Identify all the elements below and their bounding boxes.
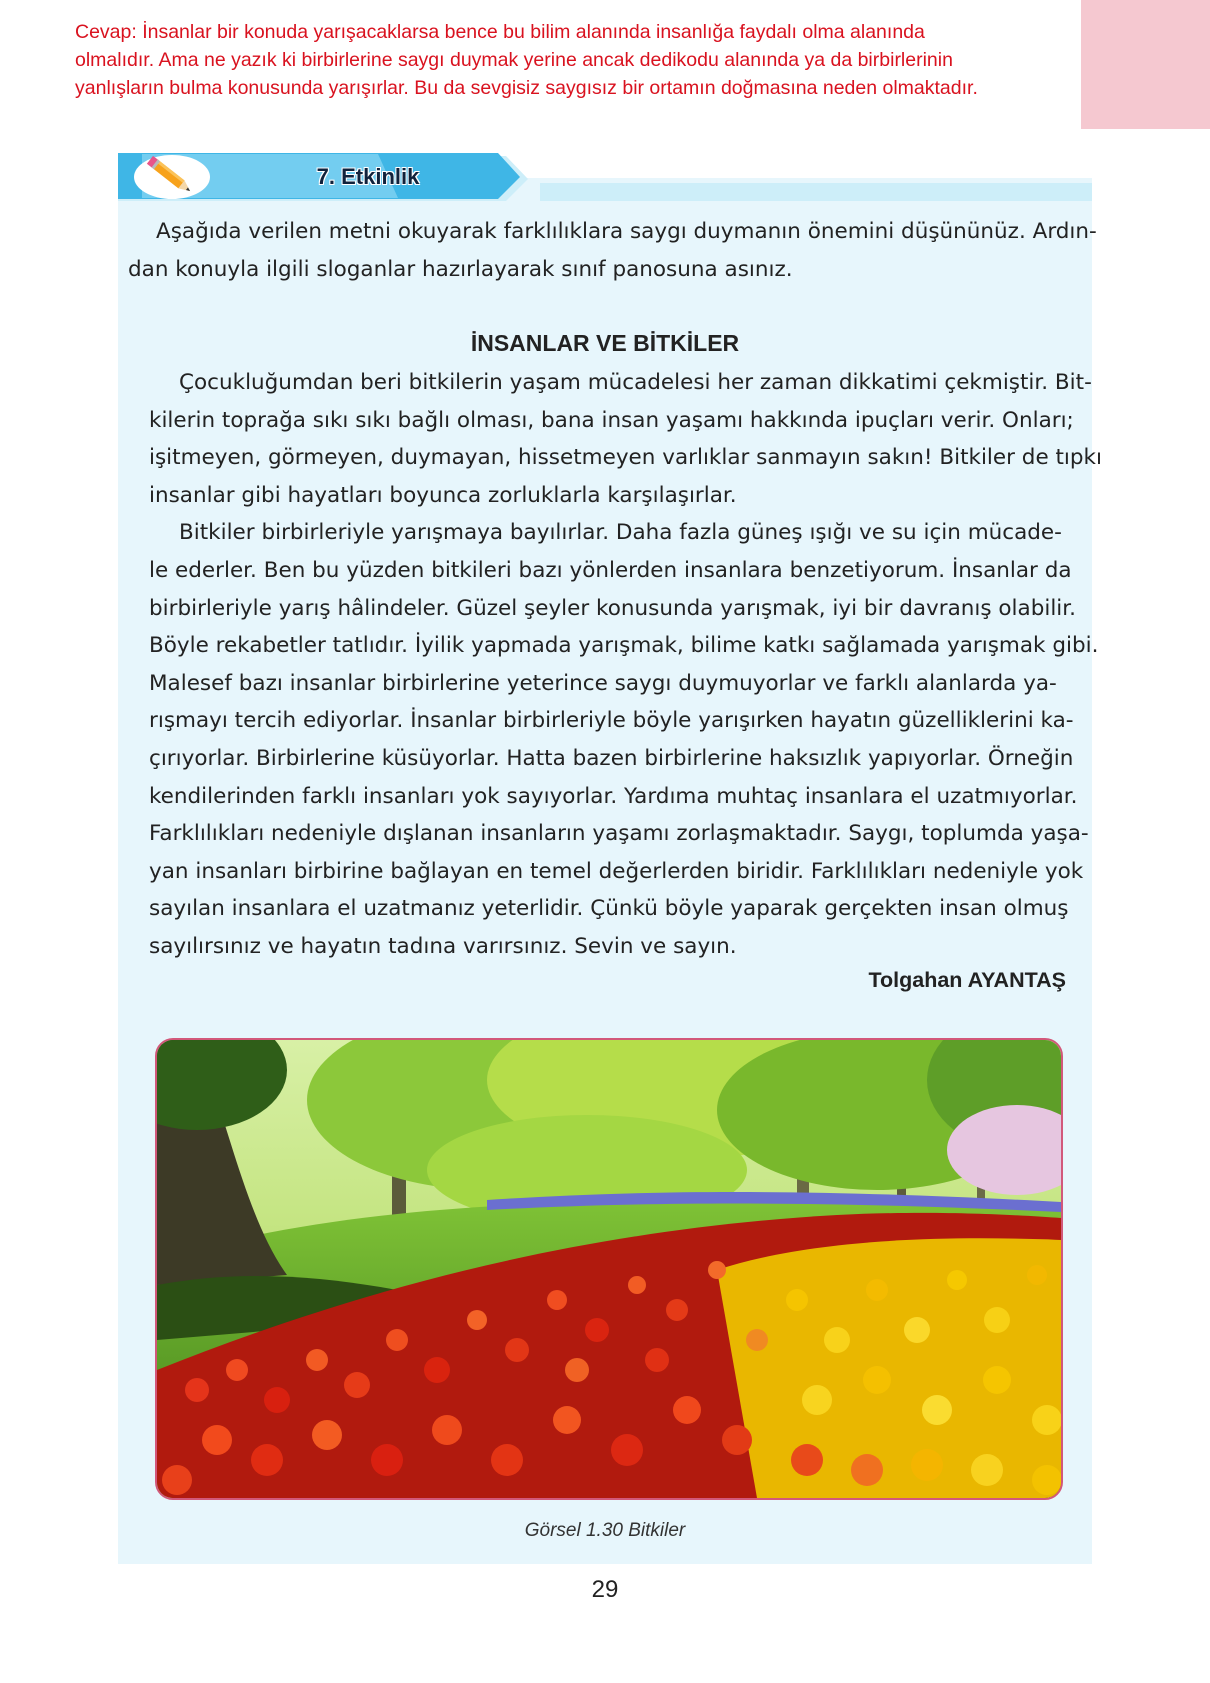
story-line: insanlar gibi hayatları boyunca zorluklarla karşılaşırlar. bbox=[149, 482, 737, 508]
answer-text bbox=[75, 18, 1035, 102]
header-strip bbox=[540, 183, 1092, 201]
story-line: birbirleriyle yarış hâlindeler. Güzel şeyler konusunda yarışmak, iyi bir davranış olabilir. bbox=[149, 595, 1076, 621]
story-line: çırıyorlar. Birbirlerine küsüyorlar. Hatta bazen birbirlerine haksızlık yapıyorlar. Örneğin bbox=[149, 745, 1074, 771]
story-line: kilerin toprağa sıkı sıkı bağlı olması, bana insan yaşamı hakkında ipuçları verir. Onları; bbox=[149, 407, 1074, 433]
story-line: sayılan insanlara el uzatmanız yeterlidir. Çünkü böyle yaparak gerçekten insan olmuş bbox=[149, 896, 1069, 922]
answer-line: yanlışların bulma konusunda yarışırlar. Bu da sevgisiz saygısız bir ortamın doğmasına neden olmaktadır. bbox=[75, 77, 978, 99]
story-line: işitmeyen, görmeyen, duymayan, hissetmeyen varlıklar sanmayın sakın! Bitkiler de tıpkı bbox=[149, 445, 1102, 471]
story-line: kendilerinden farklı insanları yok sayıyorlar. Yardıma muhtaç insanlara el uzatmıyorlar. bbox=[149, 783, 1078, 809]
instruction-line: dan konuyla ilgili sloganlar hazırlayarak sınıf panosuna asınız. bbox=[128, 257, 793, 282]
activity-instructions bbox=[128, 213, 1097, 289]
activity-title: 7. Etkinlik bbox=[316, 164, 420, 189]
story-line: Farklılıkları nedeniyle dışlanan insanların yaşamı zorlaşmaktadır. Saygı, toplumda yaşa- bbox=[149, 821, 1089, 847]
story-title: İNSANLAR VE BİTKİLER bbox=[470, 330, 740, 356]
answer-line: olmalıdır. Ama ne yazık ki birbirlerine saygı duymak yerine ancak dedikodu alanında ya da birbirlerinin bbox=[75, 49, 953, 71]
story-line: Böyle rekabetler tatlıdır. İyilik yapmada yarışmak, bilime katkı sağlamada yarışmak gibi. bbox=[149, 633, 1099, 659]
story-line: Malesef bazı insanlar birbirlerine yeterince saygı duymuyorlar ve farklı alanlarda ya- bbox=[149, 670, 1057, 696]
figure-caption: Görsel 1.30 Bitkiler bbox=[524, 1520, 686, 1541]
story-line: rışmayı tercih ediyorlar. İnsanlar birbirleriyle böyle yarışırken hayatın güzelliklerini ka- bbox=[149, 708, 1074, 734]
story-author: Tolgahan AYANTAŞ bbox=[868, 968, 1066, 992]
story-line: Bitkiler birbirleriyle yarışmaya bayılırlar. Daha fazla güneş ışığı ve su için mücade- bbox=[179, 520, 1062, 546]
story-line: yan insanları birbirine bağlayan en temel değerlerden biridir. Farklılıkları nedeniyle yok bbox=[149, 858, 1084, 884]
story-text bbox=[149, 364, 1102, 966]
story-line: Çocukluğumdan beri bitkilerin yaşam mücadelesi her zaman dikkatimi çekmiştir. Bit- bbox=[179, 370, 1092, 395]
page-number: 29 bbox=[591, 1576, 619, 1603]
pink-corner-box bbox=[1081, 0, 1210, 129]
story-line: sayılırsınız ve hayatın tadına varırsınız. Sevin ve sayın. bbox=[149, 933, 737, 959]
tulip-garden-photo bbox=[155, 1038, 1063, 1500]
answer-line: Cevap: İnsanlar bir konuda yarışacaklarsa bence bu bilim alanında insanlığa faydalı olma alanında bbox=[75, 21, 925, 43]
instruction-line: Aşağıda verilen metni okuyarak farklılıklara saygı duymanın önemini düşününüz. Ardın- bbox=[156, 219, 1097, 244]
story-line: le ederler. Ben bu yüzden bitkileri bazı yönlerden insanlara benzetiyorum. İnsanlar da bbox=[149, 557, 1072, 583]
